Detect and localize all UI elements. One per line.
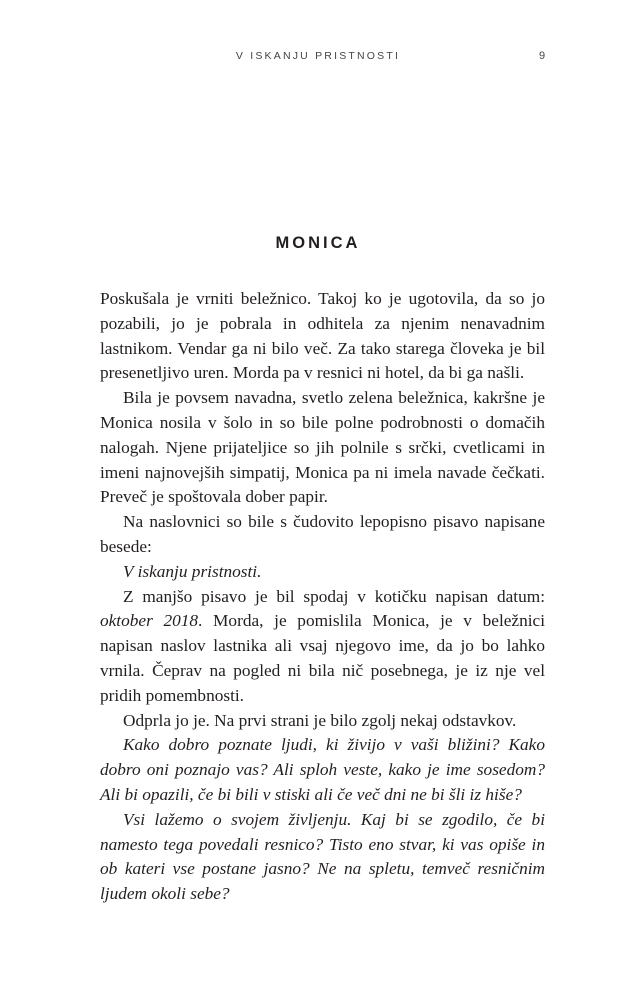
paragraph: Bila je povsem navadna, svetlo zelena beležnica, kakršne je Monica nosila v šolo in so bile polne podrobnosti o domačih nalogah. Njene prijateljice so jih polnile s srčki, cvetlicami in imeni najnovejših simpatij, Monica pa ni imela navade čečkati. Preveč je spoštovala dober papir. [100, 388, 545, 507]
paragraph: Na naslovnici so bile s čudovito lepopisno pisavo napisane besede: [100, 512, 545, 556]
paragraph [100, 585, 545, 709]
notebook-title-quote: V iskanju pristnosti. [123, 561, 262, 581]
date-text: oktober 2018 [100, 611, 199, 631]
page-number: 9 [539, 50, 546, 62]
notebook-quote: Kako dobro poznate ljudi, ki živijo v vaši bližini? Kako dobro oni poznajo vas? Ali sploh veste, kako je ime sosedom? Ali bi opazili, če bi bili v stiski ali če več dni ne bi šli iz hiše? [100, 735, 545, 804]
running-head-title: V ISKANJU PRISTNOSTI [235, 50, 401, 62]
paragraph: Odprla jo je. Na prvi strani je bilo zgolj nekaj odstavkov. [123, 710, 517, 730]
paragraph-text: Z manjšo pisavo je bil spodaj v kotičku napisan datum: [123, 586, 545, 606]
chapter-title: MONICA [275, 234, 361, 252]
notebook-quote: Vsi lažemo o svojem življenju. Kaj bi se zgodilo, če bi namesto tega povedali resnico? Tisto eno stvar, ki vas opiše in ob kateri vse postane jasno? Ne na spletu, temveč resničnim ljudem okoli sebe? [100, 809, 545, 904]
paragraph: Poskušala je vrniti beležnico. Takoj ko je ugotovila, da so jo pozabili, jo je pobrala in odhitela za njenim nenavadnim lastnikom. Vendar ga ni bilo več. Za tako starega človeka je bil presenetljivo uren. Morda pa v resnici ni hotel, da bi ga našli. [100, 289, 545, 383]
paragraph-text: . Morda, je pomislila Monica, je v beležnici napisan naslov lastnika ali vsaj njegovo ime, da jo bo lahko vrnila. Čeprav na pogled ni bila nič posebnega, je iz nje vel pridih pomembnosti. [100, 611, 545, 705]
body-text [100, 287, 545, 907]
